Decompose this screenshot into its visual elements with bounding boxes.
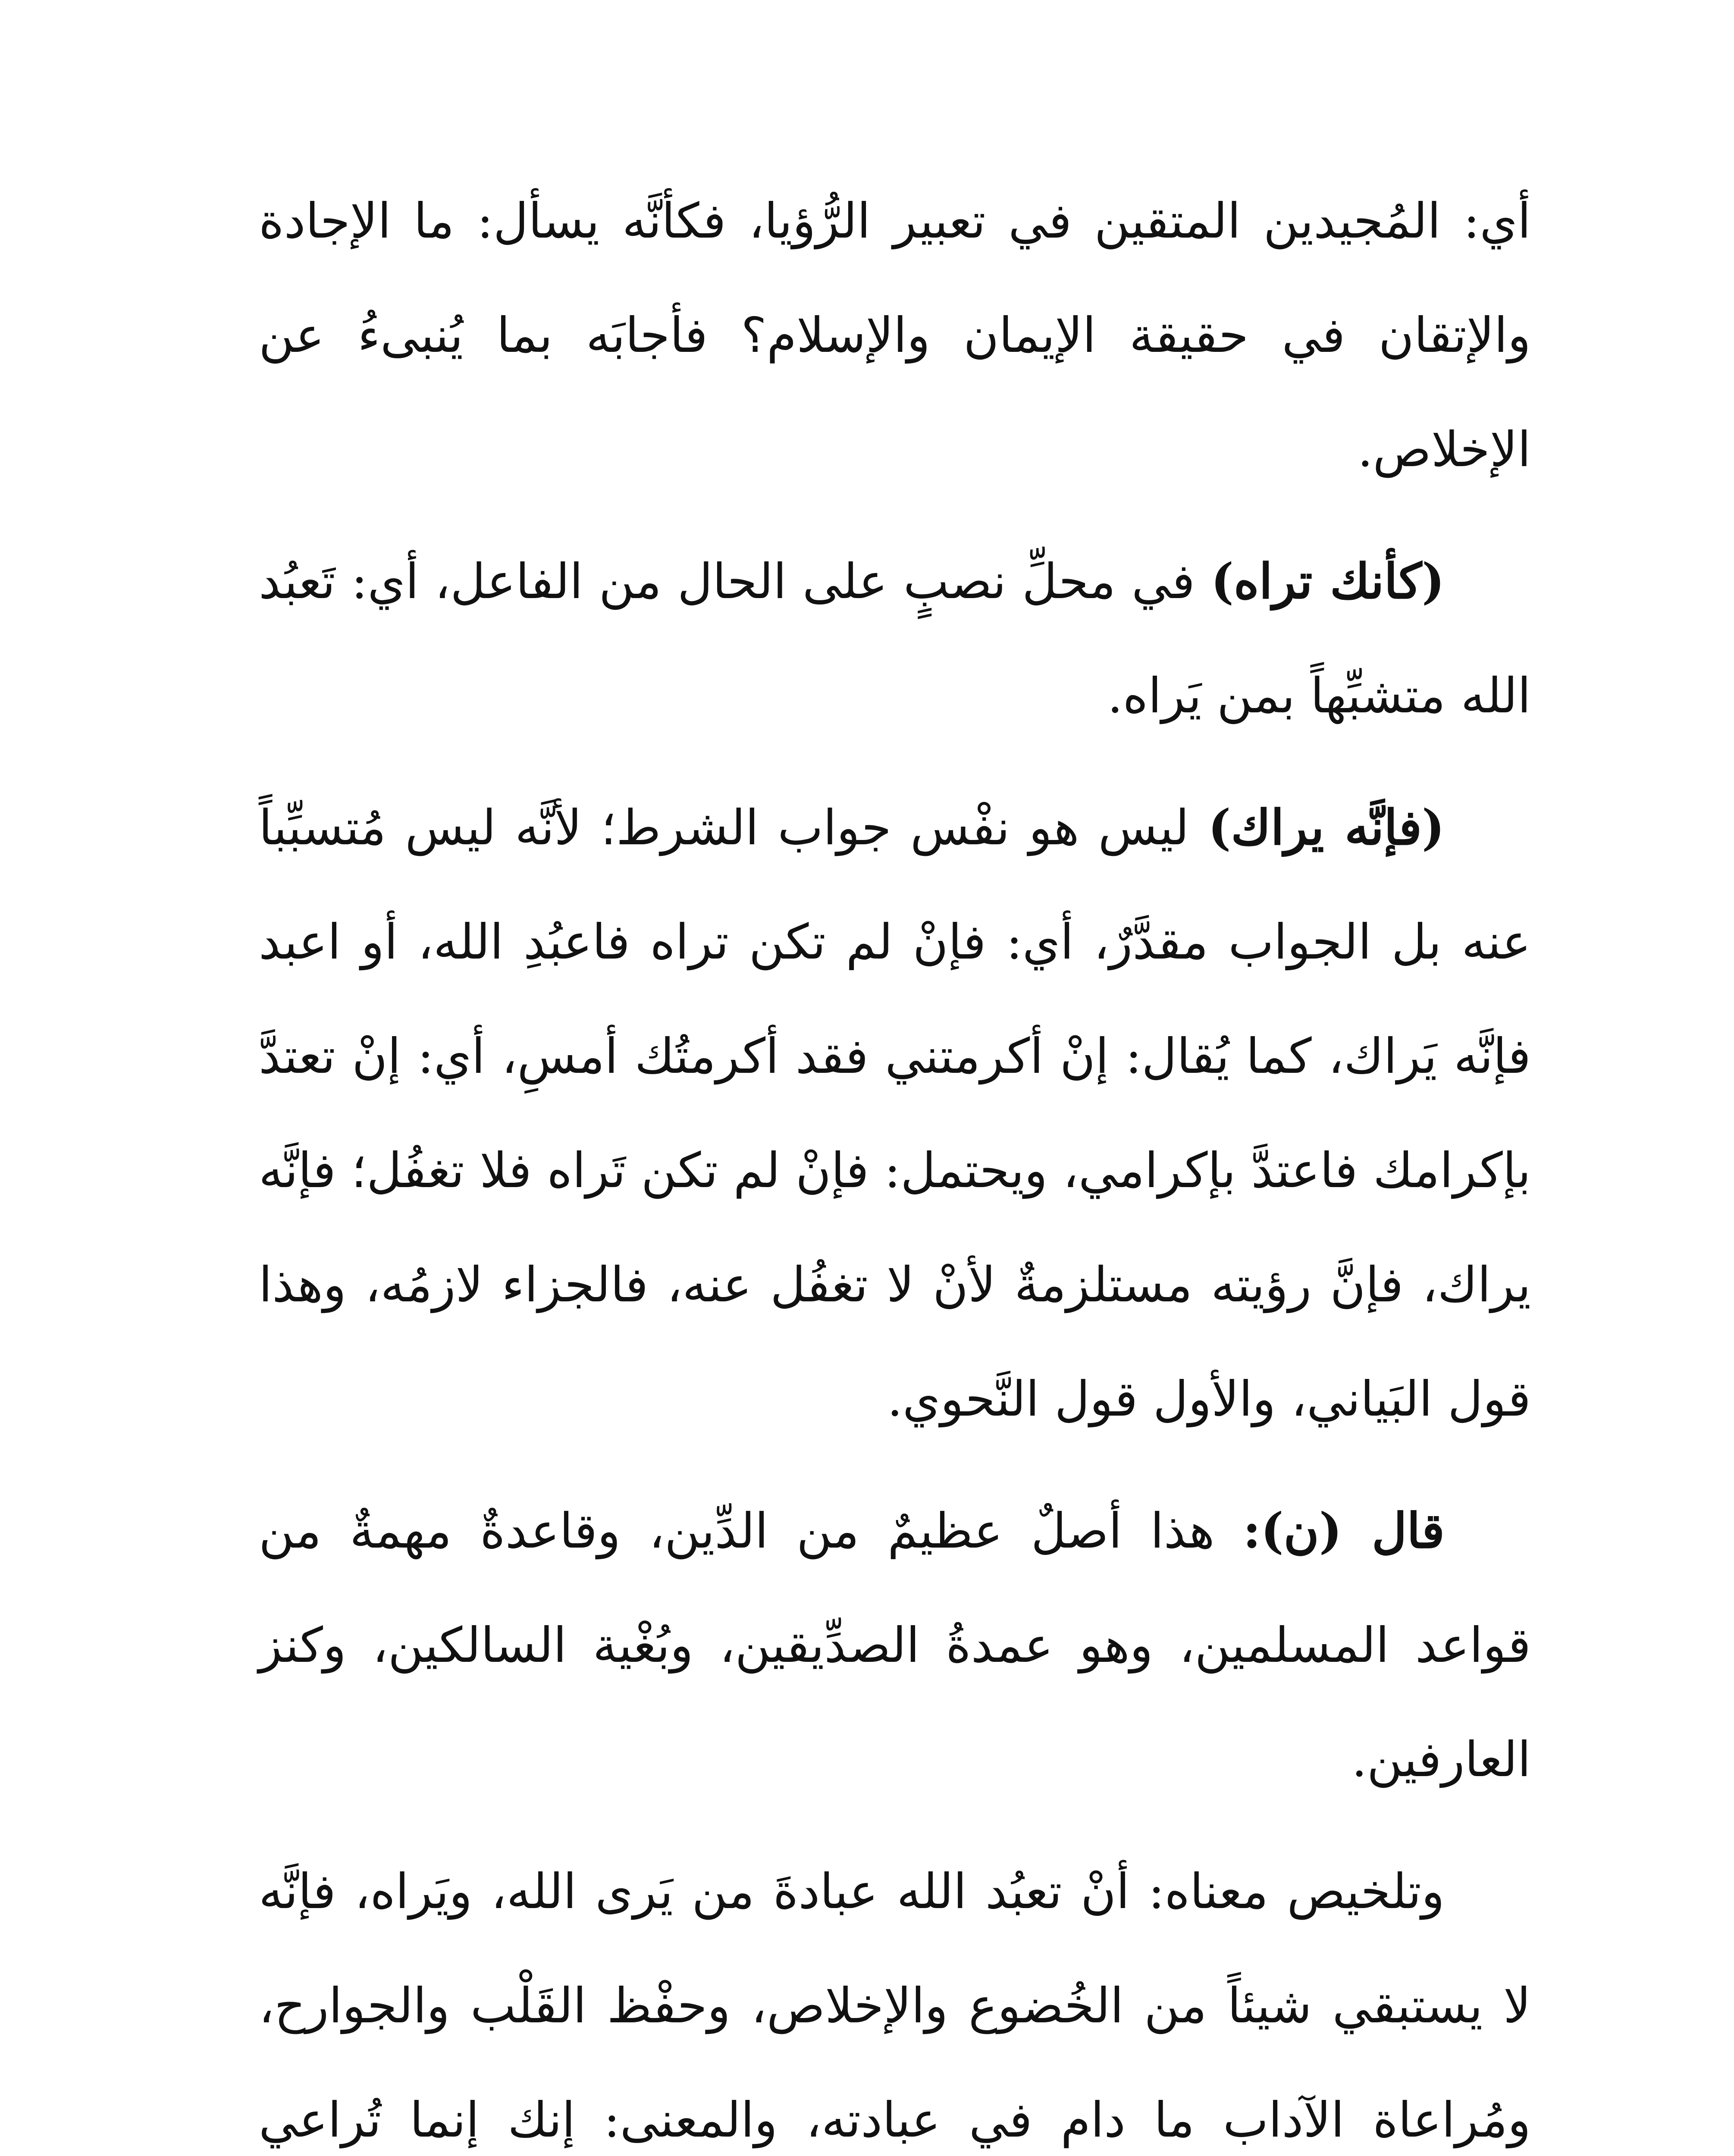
paragraph-5 xyxy=(259,1834,1531,2156)
paragraph-1 xyxy=(259,164,1531,507)
paragraph-4-lead: قال (ن): xyxy=(1243,1503,1445,1559)
paragraph-4-text: هذا أصلٌ عظيمٌ من الدِّين، وقاعدةٌ مهمةٌ من قواعد المسلمين، وهو عمدةُ الصدِّيقين، وبُغْية السالكين، وكنز العارفين. xyxy=(259,1503,1531,1788)
paragraph-3-lead: (فإنَّه يراك) xyxy=(1208,799,1445,856)
paragraph-5-text: وتلخيص معناه: أنْ تعبُد الله عبادةَ من يَرى الله، ويَراه، فإنَّه لا يستبقي شيئاً من الخُضوع والإخلاص، وحفْظ القَلْب والجوارح، ومُراعاة الآداب ما دام في عبادته، والمعنى: إنك إنما تُراعي xyxy=(259,1864,1531,2148)
paragraph-2 xyxy=(259,524,1531,753)
paragraph-3 xyxy=(259,771,1531,1457)
paragraph-2-lead: (كأنك تراه) xyxy=(1210,553,1445,610)
paragraph-3-text: ليس هو نفْس جواب الشرط؛ لأنَّه ليس مُتسبِّباً عنه بل الجواب مقدَّرٌ، أي: فإنْ لم تكن تراه فاعبُدِ الله، أو اعبد فإنَّه يَراك، كما يُقال: إنْ أكرمتني فقد أكرمتُك أمسِ، أي: إنْ تعتدَّ بإكرامك فاعتدَّ بإكرامي، ويحتمل: فإنْ لم تكن تَراه فلا تغفُل؛ فإنَّه يراك، فإنَّ رؤيته مستلزمةٌ لأنْ لا تغفُل عنه، فالجزاء لازمُه، وهذا قول البَياني، والأول قول النَّحوي. xyxy=(259,800,1531,1427)
page-body xyxy=(259,164,1531,2156)
paragraph-1-text: أي: المُجيدين المتقين في تعبير الرُّؤيا، فكأنَّه يسأل: ما الإجادة والإتقان في حقيقة الإيمان والإسلام؟ فأجابَه بما يُنبىءُ عن الإخلاص. xyxy=(259,193,1531,478)
paragraph-4 xyxy=(259,1474,1531,1817)
paragraph-2-text: في محلِّ نصبٍ على الحال من الفاعل، أي: تَعبُد الله متشبِّهاً بمن يَراه. xyxy=(259,554,1531,724)
